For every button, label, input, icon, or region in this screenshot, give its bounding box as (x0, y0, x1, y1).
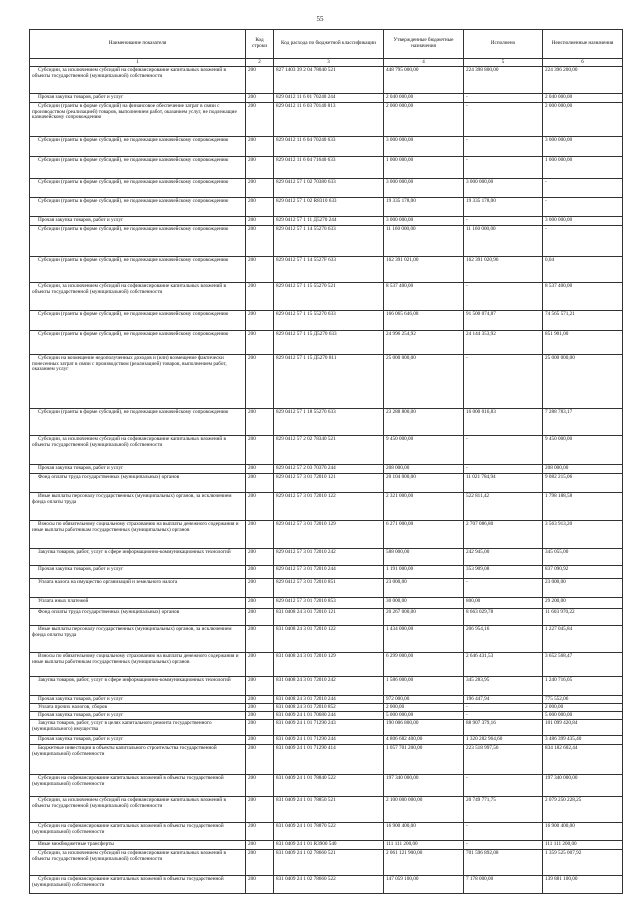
cell-name: Субсидии (гранты в форме субсидий), не подлежащие казначейскому сопровождению (30, 136, 246, 156)
table-row (30, 875, 623, 893)
cell-code: 200 (246, 330, 274, 354)
table-row (30, 216, 623, 225)
cell-kbk: 829 0412 57 1 15 55270 633 (274, 310, 384, 330)
cell-code: 200 (246, 597, 274, 608)
cell-code: 200 (246, 711, 274, 719)
cell-approved: 208 000,00 (384, 464, 464, 473)
table-row (30, 840, 623, 849)
cell-name: Субсидии (гранты в форме субсидий) на финансовое обеспечение затрат в связи с производством (реализацией) товаров, выполнением работ, оказанием услуг, не подлежащие казначейскому сопровождению (30, 102, 246, 136)
cell-kbk: 831 0409 24 1 01 78840 522 (274, 774, 384, 796)
cell-approved: 23 288 800,00 (384, 408, 464, 435)
cell-remaining: 16 900 400,00 (543, 822, 623, 840)
cell-executed: - (464, 93, 543, 102)
cell-remaining: - (543, 178, 623, 197)
cell-name: Субсидии (гранты в форме субсидий), не подлежащие казначейскому сопровождению (30, 408, 246, 435)
cell-kbk: 831 0409 24 1 01 70680 244 (274, 711, 384, 719)
table-row (30, 136, 623, 156)
cell-name: Субсидии, за исключением субсидий на софинансирование капитальных вложений в объекты государственной (муниципальной) собственности (30, 282, 246, 310)
cell-kbk: 829 0412 11 6 04 71640 633 (274, 156, 384, 178)
cell-approved: 166 065 646,08 (384, 310, 464, 330)
cell-kbk: 829 0412 57 1 02 R8310 633 (274, 197, 384, 216)
cell-code: 200 (246, 849, 274, 875)
cell-kbk: 831 0409 24 1 02 78660 521 (274, 849, 384, 875)
cell-name: Субсидии на софинансирование капитальных вложений в объекты государственной (муниципальной) собственности (30, 875, 246, 893)
cell-remaining: 1 240 716,05 (543, 676, 623, 695)
cell-executed: 353 909,08 (464, 565, 543, 578)
cell-code: 200 (246, 744, 274, 774)
cell-code: 200 (246, 464, 274, 473)
cell-kbk: 831 0408 24 3 01 72010 121 (274, 608, 384, 625)
cell-approved: 8 537 400,00 (384, 282, 464, 310)
table-row (30, 849, 623, 875)
table-row (30, 822, 623, 840)
cell-executed: 2 707 086,80 (464, 520, 543, 548)
cell-remaining: 9 450 000,00 (543, 435, 623, 464)
cell-remaining: 208 000,00 (543, 464, 623, 473)
cell-name: Взносы по обязательному социальному страхованию на выплаты денежного содержания и иные выплаты работникам государственных (муниципальных) органов (30, 652, 246, 676)
cell-kbk: 829 0412 57 1 02 70380 633 (274, 178, 384, 197)
cell-kbk: 829 0412 11 6 04 70240 633 (274, 136, 384, 156)
cell-executed: - (464, 578, 543, 597)
cell-remaining: 5 000 000,00 (543, 711, 623, 719)
table-body (30, 66, 623, 893)
cell-remaining: 23 000,00 (543, 578, 623, 597)
cell-code: 200 (246, 735, 274, 744)
cell-kbk: 829 0412 57 1 15 55270 521 (274, 282, 384, 310)
cell-executed: 7 178 000,00 (464, 875, 543, 893)
cell-code: 200 (246, 796, 274, 822)
cell-approved: 448 795 000,00 (384, 66, 464, 93)
cell-remaining: 1 000 000,00 (543, 156, 623, 178)
table-row (30, 796, 623, 822)
cell-executed: 24 144 353,92 (464, 330, 543, 354)
cell-approved: 1 434 000,00 (384, 625, 464, 652)
cell-approved: 24 996 254,92 (384, 330, 464, 354)
table-row (30, 578, 623, 597)
cell-executed: 162 391 020,96 (464, 256, 543, 282)
table-row (30, 652, 623, 676)
cell-approved: 9 450 000,00 (384, 435, 464, 464)
cell-remaining: 3 000 000,00 (543, 216, 623, 225)
table-row (30, 310, 623, 330)
cell-remaining: 3 563 913,20 (543, 520, 623, 548)
cell-remaining: 3 652 568,47 (543, 652, 623, 676)
cell-approved: 147 059 100,00 (384, 875, 464, 893)
cell-name: Уплата иных платежей (30, 597, 246, 608)
table-row (30, 703, 623, 711)
cell-code: 200 (246, 216, 274, 225)
table-row (30, 597, 623, 608)
cell-name: Субсидии (гранты в форме субсидий), не подлежащие казначейскому сопровождению (30, 156, 246, 178)
table-row (30, 548, 623, 565)
table-row (30, 695, 623, 703)
cell-executed: 1 320 282 964,60 (464, 735, 543, 744)
table-row (30, 735, 623, 744)
table-row (30, 354, 623, 408)
cell-executed: 522 811,42 (464, 492, 543, 520)
cell-remaining: 139 881 100,00 (543, 875, 623, 893)
cell-approved: 25 000 000,00 (384, 354, 464, 408)
table-row (30, 608, 623, 625)
cell-kbk: 831 0409 24 1 01 78850 521 (274, 796, 384, 822)
cell-code: 200 (246, 408, 274, 435)
cell-approved: 2 100 000 000,00 (384, 796, 464, 822)
cell-code: 200 (246, 548, 274, 565)
budget-table (29, 29, 623, 894)
cell-executed: 91 500 074,87 (464, 310, 543, 330)
table-row (30, 66, 623, 93)
cell-remaining: 837 090,92 (543, 565, 623, 578)
table-row (30, 492, 623, 520)
cell-name: Прочая закупка товаров, работ и услуг (30, 695, 246, 703)
cell-kbk: 829 0412 57 3 01 72010 851 (274, 578, 384, 597)
cell-name: Субсидии на софинансирование капитальных вложений в объекты государственной (муниципальной) собственности (30, 822, 246, 840)
cell-remaining: 1 227 045,84 (543, 625, 623, 652)
cell-code: 200 (246, 625, 274, 652)
cell-code: 200 (246, 840, 274, 849)
cell-executed: 224 398 800,00 (464, 66, 543, 93)
cell-kbk: 831 0409 24 1 02 78660 522 (274, 875, 384, 893)
table-row (30, 178, 623, 197)
cell-code: 200 (246, 156, 274, 178)
cell-code: 200 (246, 565, 274, 578)
cell-code: 200 (246, 102, 274, 136)
header-name: Наименование показателя (30, 30, 246, 59)
cell-approved: 11 160 000,00 (384, 225, 464, 256)
cell-approved: 2 321 000,00 (384, 492, 464, 520)
column-number: 6 (543, 59, 623, 67)
cell-remaining: 1 359 525 007,92 (543, 849, 623, 875)
cell-name: Субсидии (гранты в форме субсидий), не подлежащие казначейскому сопровождению (30, 256, 246, 282)
cell-executed: 242 945,00 (464, 548, 543, 565)
cell-kbk: 829 0412 57 3 01 72010 853 (274, 597, 384, 608)
cell-name: Прочая закупка товаров, работ и услуг (30, 711, 246, 719)
cell-executed: - (464, 711, 543, 719)
cell-name: Прочая закупка товаров, работ и услуг (30, 464, 246, 473)
cell-approved: 588 000,00 (384, 548, 464, 565)
cell-executed: - (464, 464, 543, 473)
column-number: 1 (30, 59, 246, 67)
cell-kbk: 831 0409 24 1 01 71290 244 (274, 735, 384, 744)
cell-approved: 190 006 800,00 (384, 719, 464, 735)
cell-remaining: - (543, 225, 623, 256)
cell-name: Прочая закупка товаров, работ и услуг (30, 216, 246, 225)
cell-name: Закупка товаров, работ, услуг в сфере информационно-коммуникационных технологий (30, 548, 246, 565)
cell-code: 200 (246, 435, 274, 464)
cell-kbk: 831 0408 24 3 01 72010 244 (274, 695, 384, 703)
cell-approved: 6 299 000,00 (384, 652, 464, 676)
cell-executed: - (464, 435, 543, 464)
cell-approved: 16 900 400,00 (384, 822, 464, 840)
cell-executed: 11 160 000,00 (464, 225, 543, 256)
cell-name: Субсидии (гранты в форме субсидий), не подлежащие казначейскому сопровождению (30, 330, 246, 354)
cell-executed: 206 954,16 (464, 625, 543, 652)
cell-kbk: 829 0412 57 1 18 55270 633 (274, 408, 384, 435)
cell-kbk: 831 0408 24 3 01 72010 129 (274, 652, 384, 676)
cell-remaining: 9 082 215,06 (543, 473, 623, 492)
cell-remaining: 224 396 200,00 (543, 66, 623, 93)
cell-code: 200 (246, 719, 274, 735)
cell-remaining: 101 099 420,84 (543, 719, 623, 735)
cell-kbk: 829 0412 57 2 02 78340 521 (274, 435, 384, 464)
cell-name: Взносы по обязательному социальному страхованию на выплаты денежного содержания и иные выплаты работникам государственных (муниципальных) органов (30, 520, 246, 548)
cell-name: Иные выплаты персоналу государственных (муниципальных) органов, за исключением фонда оплаты труда (30, 492, 246, 520)
table-row (30, 625, 623, 652)
cell-name: Иные межбюджетные трансферты (30, 840, 246, 849)
table-row (30, 719, 623, 735)
cell-code: 200 (246, 578, 274, 597)
cell-remaining: 2 040 000,00 (543, 93, 623, 102)
cell-kbk: 829 0412 11 6 03 70140 813 (274, 102, 384, 136)
cell-remaining: 775 552,06 (543, 695, 623, 703)
cell-remaining: 2 079 250 228,25 (543, 796, 623, 822)
cell-executed: 19 335 178,00 (464, 197, 543, 216)
cell-kbk: 829 0412 57 1 11 Д5270 244 (274, 216, 384, 225)
cell-approved: 4 806 682 400,00 (384, 735, 464, 744)
cell-kbk: 829 0412 57 1 14 55270 633 (274, 225, 384, 256)
cell-executed: 3 000 000,00 (464, 178, 543, 197)
cell-executed: 223 518 997,56 (464, 744, 543, 774)
cell-approved: 6 271 000,00 (384, 520, 464, 548)
cell-kbk: 829 0412 57 3 01 72010 129 (274, 520, 384, 548)
cell-kbk: 831 0408 24 3 01 72010 122 (274, 625, 384, 652)
table-row (30, 225, 623, 256)
cell-name: Прочая закупка товаров, работ и услуг (30, 735, 246, 744)
cell-code: 200 (246, 520, 274, 548)
cell-name: Субсидии (гранты в форме субсидий), не подлежащие казначейскому сопровождению (30, 225, 246, 256)
cell-name: Фонд оплаты труда государственных (муниципальных) органов (30, 608, 246, 625)
cell-executed: 345 283,95 (464, 676, 543, 695)
cell-name: Субсидии, за исключением субсидий на софинансирование капитальных вложений в объекты государственной (муниципальной) собственности (30, 66, 246, 93)
cell-approved: 23 000,00 (384, 578, 464, 597)
cell-executed: 8 663 029,78 (464, 608, 543, 625)
cell-executed: - (464, 840, 543, 849)
cell-approved: 1 000 000,00 (384, 156, 464, 178)
cell-code: 200 (246, 136, 274, 156)
cell-remaining: 2 000 000,00 (543, 102, 623, 136)
cell-executed: - (464, 136, 543, 156)
table-row (30, 408, 623, 435)
cell-name: Уплата налога на имущество организаций и земельного налога (30, 578, 246, 597)
cell-code: 200 (246, 225, 274, 256)
cell-code: 200 (246, 492, 274, 520)
cell-executed: - (464, 282, 543, 310)
cell-approved: 19 335 178,00 (384, 197, 464, 216)
cell-executed: 701 596 892,08 (464, 849, 543, 875)
cell-name: Иные выплаты персоналу государственных (муниципальных) органов, за исключением фонда оплаты труда (30, 625, 246, 652)
cell-approved: 20 104 000,00 (384, 473, 464, 492)
cell-name: Субсидии (гранты в форме субсидий), не подлежащие казначейскому сопровождению (30, 178, 246, 197)
cell-approved: 3 000 000,00 (384, 216, 464, 225)
cell-executed: - (464, 774, 543, 796)
cell-approved: 162 391 021,00 (384, 256, 464, 282)
cell-kbk: 829 0412 57 2 03 70370 244 (274, 464, 384, 473)
cell-code: 200 (246, 473, 274, 492)
cell-executed: 16 000 016,83 (464, 408, 543, 435)
cell-executed: - (464, 354, 543, 408)
cell-code: 200 (246, 676, 274, 695)
cell-code: 200 (246, 197, 274, 216)
cell-executed: - (464, 822, 543, 840)
cell-kbk: 829 0412 11 6 01 70240 244 (274, 93, 384, 102)
cell-name: Бюджетные инвестиции в объекты капитального строительства государственной (муниципальной) собственности (30, 744, 246, 774)
cell-approved: 2 061 121 900,00 (384, 849, 464, 875)
cell-approved: 2 000,00 (384, 703, 464, 711)
cell-kbk: 829 0412 57 3 01 72010 242 (274, 548, 384, 565)
cell-kbk: 829 0412 57 1 15 Д5270 811 (274, 354, 384, 408)
cell-approved: 5 000 000,00 (384, 711, 464, 719)
cell-executed: 88 907 379,16 (464, 719, 543, 735)
table-row (30, 520, 623, 548)
header-approved: Утвержденные бюджетные назначения (384, 30, 464, 59)
column-number: 5 (464, 59, 543, 67)
cell-code: 200 (246, 354, 274, 408)
cell-remaining: - (543, 197, 623, 216)
cell-code: 200 (246, 256, 274, 282)
cell-remaining: 7 288 783,17 (543, 408, 623, 435)
cell-code: 200 (246, 282, 274, 310)
column-number: 3 (274, 59, 384, 67)
cell-code: 200 (246, 703, 274, 711)
cell-executed: - (464, 156, 543, 178)
cell-remaining: 111 111 200,00 (543, 840, 623, 849)
table-row (30, 774, 623, 796)
cell-name: Субсидии, за исключением субсидий на софинансирование капитальных вложений в объекты государственной (муниципальной) собственности (30, 849, 246, 875)
cell-kbk: 831 0408 24 3 01 72010 852 (274, 703, 384, 711)
cell-kbk: 829 0412 57 1 14 5527F 633 (274, 256, 384, 282)
table-row (30, 102, 623, 136)
cell-remaining: 3 000 000,00 (543, 136, 623, 156)
column-number-row (30, 59, 623, 67)
table-row (30, 473, 623, 492)
cell-remaining: 0,04 (543, 256, 623, 282)
cell-code: 200 (246, 652, 274, 676)
cell-kbk: 831 0408 24 3 01 72010 242 (274, 676, 384, 695)
cell-approved: 111 111 200,00 (384, 840, 464, 849)
cell-approved: 3 000 000,00 (384, 178, 464, 197)
cell-approved: 1 057 701 200,00 (384, 744, 464, 774)
cell-remaining: 2 000,00 (543, 703, 623, 711)
table-row (30, 435, 623, 464)
table-row (30, 330, 623, 354)
cell-code: 200 (246, 608, 274, 625)
cell-code: 200 (246, 93, 274, 102)
cell-executed: 11 021 784,94 (464, 473, 543, 492)
cell-code: 200 (246, 875, 274, 893)
cell-approved: 972 000,00 (384, 695, 464, 703)
header-row (30, 30, 623, 59)
cell-executed: 20 749 771,75 (464, 796, 543, 822)
page-number: 55 (316, 15, 324, 23)
cell-name: Прочая закупка товаров, работ и услуг (30, 565, 246, 578)
header-remaining: Неисполненные назначения (543, 30, 623, 59)
cell-code: 200 (246, 774, 274, 796)
cell-approved: 1 191 000,00 (384, 565, 464, 578)
cell-name: Закупка товаров, работ, услуг в сфере информационно-коммуникационных технологий (30, 676, 246, 695)
table-row (30, 565, 623, 578)
header-kbk: Код расхода по бюджетной классификации (274, 30, 384, 59)
table-row (30, 744, 623, 774)
cell-remaining: 345 055,00 (543, 548, 623, 565)
cell-remaining: 25 000 000,00 (543, 354, 623, 408)
cell-remaining: 29 200,00 (543, 597, 623, 608)
cell-remaining: 8 537 400,00 (543, 282, 623, 310)
cell-executed: 800,00 (464, 597, 543, 608)
cell-kbk: 831 0409 24 1 01 71290 414 (274, 744, 384, 774)
column-number: 4 (384, 59, 464, 67)
cell-kbk: 831 0409 24 1 01 78870 522 (274, 822, 384, 840)
cell-approved: 3 000 000,00 (384, 136, 464, 156)
cell-approved: 197 340 000,00 (384, 774, 464, 796)
cell-approved: 2 040 000,00 (384, 93, 464, 102)
cell-executed: 2 646 431,53 (464, 652, 543, 676)
table-row (30, 282, 623, 310)
cell-name: Уплата прочих налогов, сборов (30, 703, 246, 711)
table-row (30, 156, 623, 178)
cell-kbk: 827 1403 39 2 04 78040 521 (274, 66, 384, 93)
cell-kbk: 829 0412 57 3 01 72010 122 (274, 492, 384, 520)
cell-code: 200 (246, 695, 274, 703)
cell-executed: - (464, 703, 543, 711)
header-executed: Исполнено (464, 30, 543, 59)
table-row (30, 256, 623, 282)
cell-kbk: 831 0409 24 1 01 71290 243 (274, 719, 384, 735)
cell-kbk: 829 0412 57 3 01 72010 244 (274, 565, 384, 578)
cell-kbk: 829 0412 57 1 15 Д5270 633 (274, 330, 384, 354)
table-row (30, 93, 623, 102)
cell-code: 200 (246, 822, 274, 840)
cell-code: 200 (246, 66, 274, 93)
cell-name: Субсидии, за исключением субсидий на софинансирование капитальных вложений в объекты государственной (муниципальной) собственности (30, 435, 246, 464)
cell-name: Прочая закупка товаров, работ и услуг (30, 93, 246, 102)
cell-remaining: 834 182 602,44 (543, 744, 623, 774)
cell-remaining: 11 603 970,22 (543, 608, 623, 625)
cell-executed: - (464, 102, 543, 136)
cell-remaining: 1 798 188,58 (543, 492, 623, 520)
cell-remaining: 74 565 571,21 (543, 310, 623, 330)
cell-remaining: 3 486 399 435,40 (543, 735, 623, 744)
table-row (30, 197, 623, 216)
cell-approved: 30 000,00 (384, 597, 464, 608)
header-code: Код строки (246, 30, 274, 59)
cell-name: Фонд оплаты труда государственных (муниципальных) органов (30, 473, 246, 492)
cell-kbk: 829 0412 57 3 01 72010 121 (274, 473, 384, 492)
cell-approved: 20 267 000,00 (384, 608, 464, 625)
cell-approved: 2 000 000,00 (384, 102, 464, 136)
cell-name: Субсидии (гранты в форме субсидий), не подлежащие казначейскому сопровождению (30, 310, 246, 330)
column-number: 2 (246, 59, 274, 67)
cell-executed: 196 447,94 (464, 695, 543, 703)
cell-remaining: 197 340 000,00 (543, 774, 623, 796)
table-row (30, 676, 623, 695)
cell-name: Субсидии на возмещение недополученных доходов и (или) возмещение фактически понесенных затрат в связи с производством (реализацией) товаров, выполнением работ, оказанием услуг (30, 354, 246, 408)
cell-code: 200 (246, 310, 274, 330)
cell-name: Субсидии, за исключением субсидий на софинансирование капитальных вложений в объекты государственной (муниципальной) собственности (30, 796, 246, 822)
cell-name: Закупка товаров, работ, услуг в целях капитального ремонта государственного (муниципального) имущества (30, 719, 246, 735)
table-row (30, 711, 623, 719)
cell-name: Субсидии (гранты в форме субсидий), не подлежащие казначейскому сопровождению (30, 197, 246, 216)
cell-remaining: 851 901,00 (543, 330, 623, 354)
cell-executed: - (464, 216, 543, 225)
cell-approved: 1 586 000,00 (384, 676, 464, 695)
cell-code: 200 (246, 178, 274, 197)
cell-kbk: 831 0409 24 1 01 R3900 540 (274, 840, 384, 849)
cell-name: Субсидии на софинансирование капитальных вложений в объекты государственной (муниципальной) собственности (30, 774, 246, 796)
table-row (30, 464, 623, 473)
